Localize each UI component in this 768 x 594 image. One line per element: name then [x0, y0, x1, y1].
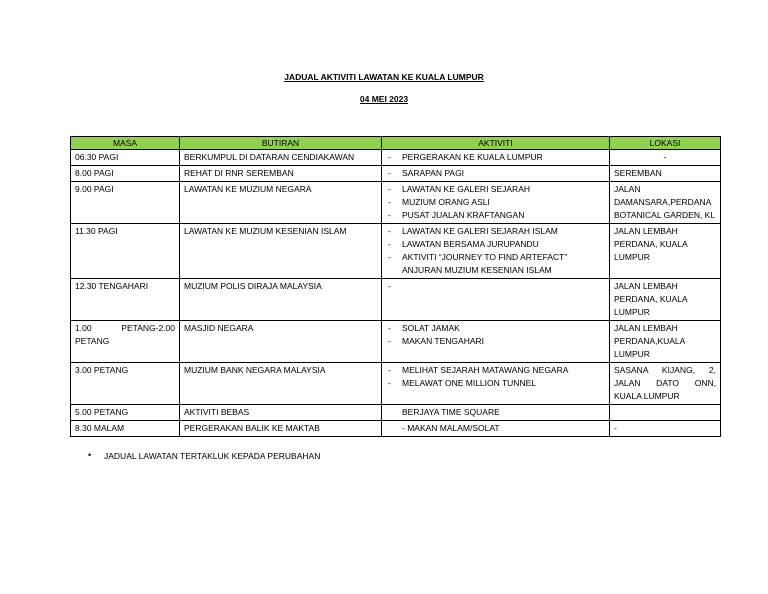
cell-masa: 3.00 PETANG	[71, 363, 180, 405]
activity-item: - LAWATAN BERSAMA JURUPANDU	[388, 239, 539, 249]
cell-lokasi: JALAN DAMANSARA,PERDANA BOTANICAL GARDEN, KL	[610, 182, 721, 224]
cell-aktiviti	[382, 405, 610, 421]
cell-butiran: MUZIUM POLIS DIRAJA MALAYSIA	[180, 279, 382, 321]
cell-aktiviti	[382, 321, 610, 363]
cell-butiran: PERGERAKAN BALIK KE MAKTAB	[180, 421, 382, 437]
activity-item: - MELAWAT ONE MILLION TUNNEL	[388, 378, 536, 388]
cell-aktiviti	[382, 182, 610, 224]
column-header-butiran: BUTIRAN	[180, 137, 382, 150]
cell-butiran: LAWATAN KE MUZIUM KESENIAN ISLAM	[180, 224, 382, 279]
activity-item: - LAWATAN KE GALERI SEJARAH	[388, 184, 531, 194]
activity-item: BERJAYA TIME SQUARE	[402, 407, 500, 417]
table-row	[71, 363, 721, 405]
cell-butiran: MUZIUM BANK NEGARA MALAYSIA	[180, 363, 382, 405]
column-header-lokasi: LOKASI	[610, 137, 721, 150]
activity-item: - MELIHAT SEJARAH MATAWANG NEGARA	[388, 365, 569, 375]
table-row	[71, 166, 721, 182]
column-header-aktiviti: AKTIVITI	[382, 137, 610, 150]
activity-item: - MUZIUM ORANG ASLI	[388, 197, 490, 207]
cell-masa: 9.00 PAGI	[71, 182, 180, 224]
cell-butiran: REHAT DI RNR SEREMBAN	[180, 166, 382, 182]
activity-item: - SOLAT JAMAK	[388, 323, 460, 333]
cell-masa: 12.30 TENGAHARI	[71, 279, 180, 321]
cell-masa: 8.30 MALAM	[71, 421, 180, 437]
cell-butiran: BERKUMPUL DI DATARAN CENDIAKAWAN	[180, 150, 382, 166]
table-row	[71, 321, 721, 363]
column-header-masa: MASA	[71, 137, 180, 150]
note-text: JADUAL LAWATAN TERTAKLUK KEPADA PERUBAHAN	[104, 451, 321, 461]
document-date: 04 MEI 2023	[359, 94, 409, 104]
cell-masa: 06.30 PAGI	[71, 150, 180, 166]
cell-lokasi: JALAN LEMBAH PERDANA, KUALA LUMPUR	[610, 279, 721, 321]
cell-lokasi: JALAN LEMBAH PERDANA,KUALA LUMPUR	[610, 321, 721, 363]
cell-butiran: LAWATAN KE MUZIUM NEGARA	[180, 182, 382, 224]
table-row	[71, 150, 721, 166]
cell-butiran: AKTIVITI BEBAS	[180, 405, 382, 421]
activity-item: - AKTIVITI “JOURNEY TO FIND ARTEFACT” ANJURAN MUZIUM KESENIAN ISLAM	[388, 252, 568, 275]
table-header-row	[71, 137, 721, 150]
cell-aktiviti	[382, 150, 610, 166]
cell-aktiviti	[382, 363, 610, 405]
cell-lokasi: -	[610, 150, 721, 166]
cell-masa: 5.00 PETANG	[71, 405, 180, 421]
table-row	[71, 421, 721, 437]
cell-masa: 8.00 PAGI	[71, 166, 180, 182]
table-row	[71, 279, 721, 321]
cell-aktiviti	[382, 224, 610, 279]
bullet-icon: •	[88, 450, 92, 460]
table-row	[71, 405, 721, 421]
activity-item: - MAKAN MALAM/SOLAT	[402, 423, 500, 433]
table-row	[71, 224, 721, 279]
cell-masa: 1.00 PETANG-2.00 PETANG	[71, 321, 180, 363]
cell-aktiviti	[382, 421, 610, 437]
cell-aktiviti: -	[382, 279, 610, 321]
activity-item: - PUSAT JUALAN KRAFTANGAN	[388, 210, 525, 220]
table-row	[71, 182, 721, 224]
activity-item: - MAKAN TENGAHARI	[388, 336, 485, 346]
cell-lokasi: -	[610, 421, 721, 437]
cell-lokasi: JALAN LEMBAH PERDANA, KUALA LUMPUR	[610, 224, 721, 279]
cell-masa: 11.30 PAGI	[71, 224, 180, 279]
cell-butiran: MASJID NEGARA	[180, 321, 382, 363]
cell-aktiviti	[382, 166, 610, 182]
activity-item: - LAWATAN KE GALERI SEJARAH ISLAM	[388, 226, 558, 236]
document-title: JADUAL AKTIVITI LAWATAN KE KUALA LUMPUR	[284, 72, 484, 82]
activity-item: - SARAPAN PAGI	[388, 168, 465, 178]
cell-lokasi: SASANA KIJANG, 2, JALAN DATO ONN, KUALA LUMPUR	[610, 363, 721, 405]
cell-lokasi	[610, 405, 721, 421]
schedule-table	[70, 136, 721, 437]
activity-item: - PERGERAKAN KE KUALA LUMPUR	[388, 152, 543, 162]
cell-lokasi: SEREMBAN	[610, 166, 721, 182]
